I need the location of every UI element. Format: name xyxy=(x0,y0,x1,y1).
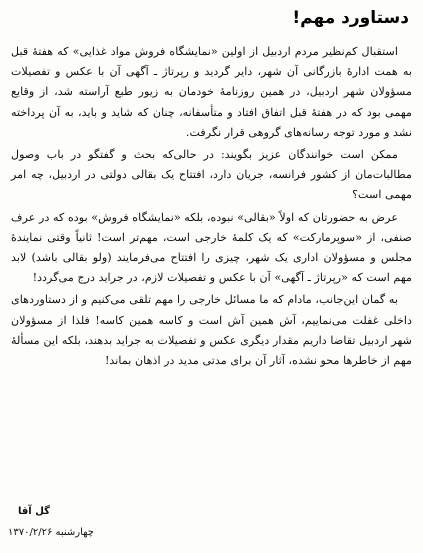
publication-date: چهارشنبه ۱۳۷۰/۲/۲۶ xyxy=(8,527,94,538)
article-title: دستاورد مهم! xyxy=(292,8,409,28)
article-paragraph: ممکن است خوانندگان عزیز بگویند: در حالی‌که بحث و گفتگو در باب وصول مطالبات‌مان از کشور فرانسه، جریان دارد، افتتاح یک بقالی دولتی در اردبیل، چه امر مهمی است؟ xyxy=(11,148,412,202)
author-signature: گل آقا xyxy=(18,506,50,517)
article-paragraph: استقبال کم‌نظیر مردم اردبیل از اولین «نمایشگاه فروش مواد غذایی» که هفتهٔ قبل به همت ادارهٔ بازرگانی آن شهر، دایر گردید و رپرتاژ ـ آگهی آن با عکس و تفصیلات مسؤولان شهر اردبیل، در همین روزنامهٔ خودمان به زیور طبع آراسته شد، از وقایع مهمی بود که در هفتهٔ قبل اتفاق افتاد و متأسفانه، چنان که شاید و باید، به آن پرداخته نشد و مورد توجه رسانه‌های گروهی قرار نگرفت. xyxy=(11,45,412,139)
article-body xyxy=(11,42,412,373)
article-paragraph: به گمان این‌جانب، مادام که ما مسائل خارجی را مهم تلقی می‌کنیم و از دستاوردهای داخلی غفلت می‌نماییم، آش همین آش است و کاسه همین کاسه! فلذا از مسؤولان شهر اردبیل تقاضا داریم مقدار دیگری عکس و تفصیلات به جراید بدهند، بلکه این مسألهٔ مهم از خاطرها محو نشده، آثار آن برای مدتی مدید در اذهان بماند! xyxy=(11,293,412,368)
article-paragraph: عرض به حضورتان که اولاً «بقالی» نبوده، بلکه «نمایشگاه فروش» بوده که در عرف صنفی، از «سوپرمارکت» که یک کلمهٔ خارجی است، مهم‌تر است! ثانیاً وقتی نمایندهٔ مجلس و مسؤولان اداری یک شهر، چیزی را افتتاح می‌فرمایند (ولو بقالی باشد) لابد مهم است که «رپرتاژ ـ آگهی» آن با عکس و تفصیلات لازم، در جراید درج می‌گردد! xyxy=(11,210,412,285)
